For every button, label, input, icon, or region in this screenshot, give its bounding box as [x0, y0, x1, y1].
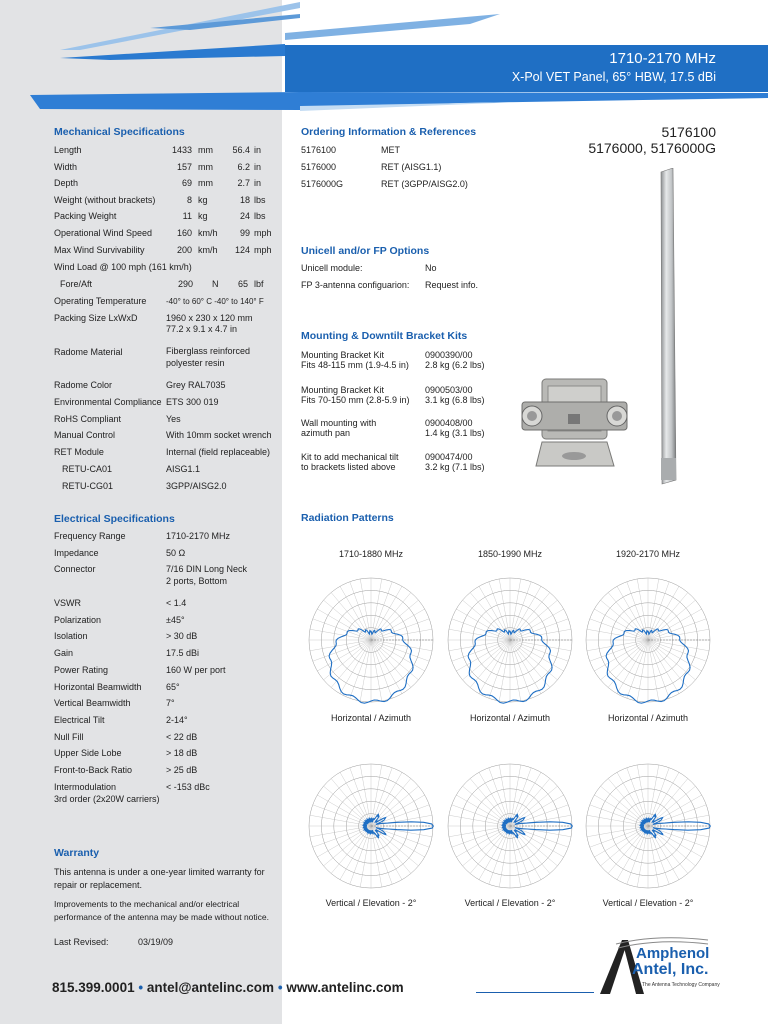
elec-row-label: Isolation — [54, 631, 88, 642]
mechanical-heading: Mechanical Specifications — [54, 126, 185, 138]
bracket-part-number: 0900390/00 — [425, 350, 473, 360]
mech-row-unit2: in — [254, 145, 262, 155]
mech-row-unit2: in — [254, 178, 262, 189]
mech-row-label: Operational Wind Speed — [54, 228, 153, 238]
last-revised-label: Last Revised: — [54, 937, 109, 947]
ordering-heading: Ordering Information & References — [301, 126, 477, 138]
mech-row-value2: 18 — [239, 194, 250, 205]
intermod-value: < -153 dBc — [166, 782, 210, 792]
footer-rule — [476, 992, 594, 993]
mech-row-value: Grey RAL7035 — [166, 380, 226, 390]
mech-row-label: Max Wind Survivability — [54, 244, 145, 255]
unicell-heading: Unicell and/or FP Options — [301, 245, 430, 257]
mech-row-value: Yes — [166, 413, 181, 424]
elec-row-value: 7° — [166, 698, 175, 709]
unicell-label: Unicell module: — [301, 263, 363, 273]
fore-aft-u2: lbf — [254, 279, 264, 289]
intermod-label1: Intermodulation — [54, 782, 117, 792]
elec-row-label: Gain — [54, 648, 74, 659]
mech-row-value1: 8 — [186, 194, 192, 205]
elec-row-label: Upper Side Lobe — [54, 748, 122, 759]
mech-row-label: Radome Color — [54, 380, 113, 390]
ordering-code: 5176000G — [301, 179, 344, 189]
band-label: 1850-1990 MHz — [477, 549, 543, 559]
ordering-desc: RET (3GPP/AISG2.0) — [381, 179, 468, 189]
electrical-heading: Electrical Specifications — [54, 513, 175, 525]
mech-row-value2: 99 — [239, 228, 250, 238]
wind-load-label: Wind Load @ 100 mph (161 km/h) — [54, 262, 192, 272]
unicell-label: FP 3-antenna configuarion: — [301, 280, 410, 290]
mech-row-label: RETU-CA01 — [62, 464, 113, 474]
horizontal-caption: Horizontal / Azimuth — [607, 713, 689, 723]
ordering-desc: RET (AISG1.1) — [381, 162, 442, 172]
bracket-label-1: Kit to add mechanical tilt — [301, 452, 399, 462]
bracket-weight: 1.4 kg (3.1 lbs) — [425, 427, 485, 438]
elec-row-label: Frequency Range — [54, 531, 126, 541]
connector-line1: 7/16 DIN Long Neck — [166, 564, 248, 574]
footer-separator-2: • — [277, 980, 283, 995]
mech-row-value: 3GPP/AISG2.0 — [166, 480, 227, 491]
bracket-part-number: 0900503/00 — [425, 385, 473, 395]
mech-row-value: AISG1.1 — [166, 464, 201, 474]
bracket-weight: 3.2 kg (7.1 lbs) — [425, 461, 485, 472]
mech-row-value1: 160 — [176, 228, 192, 238]
band-label: 1710-1880 MHz — [338, 549, 404, 559]
bracket-label-2: azimuth pan — [301, 427, 351, 438]
mech-row-value2: 2.7 — [237, 178, 250, 189]
fore-aft-v1: 290 — [178, 279, 194, 289]
elec-row-label: Electrical Tilt — [54, 714, 105, 725]
mech-row-unit2: mph — [254, 244, 272, 255]
bracket-weight: 2.8 kg (6.2 lbs) — [425, 359, 485, 370]
elec-row-value: > 30 dB — [166, 631, 198, 642]
elec-row-value: 50 Ω — [166, 547, 186, 558]
mech-row-value1: 157 — [176, 161, 192, 172]
ordering-code: 5176100 — [301, 145, 337, 155]
elec-row-label: VSWR — [54, 598, 81, 608]
header-subtitle: X-Pol VET Panel, 65° HBW, 17.5 dBi — [511, 70, 716, 84]
elec-row-value: ±45° — [166, 614, 185, 625]
elec-row-label: Horizontal Beamwidth — [54, 681, 142, 692]
last-revised-date: 03/19/09 — [138, 937, 174, 947]
warranty-text-2: Improvements to the mechanical and/or electrical performance of the antenna may be made without notice. — [54, 899, 269, 922]
mech-row-value1: 11 — [182, 211, 192, 222]
mech-row-unit2: mph — [254, 228, 272, 238]
warranty-heading: Warranty — [54, 847, 100, 859]
radome-material-label: Radome Material — [54, 347, 123, 357]
radome-material-line2: polyester resin — [166, 358, 225, 368]
ordering-code: 5176000 — [301, 162, 337, 172]
mech-row-value1: 200 — [176, 244, 192, 255]
fore-aft-u1: N — [212, 279, 219, 289]
mech-row-value2: 124 — [234, 244, 250, 255]
mech-row-value2: 6.2 — [237, 161, 250, 172]
elec-row-value: 2-14° — [166, 714, 188, 725]
mech-row-unit1: mm — [198, 161, 213, 172]
mech-row-label: Width — [54, 161, 78, 172]
bracket-label-1: Wall mounting with — [301, 418, 377, 428]
part-number-line1: 5176100 — [661, 124, 716, 140]
mech-row-value1: 1433 — [171, 145, 192, 155]
bracket-part-number: 0900474/00 — [425, 452, 473, 462]
mech-row-label: Depth — [54, 178, 79, 189]
radome-material-line1: Fiberglass reinforced — [166, 346, 251, 356]
footer-phone[interactable]: 815.399.0001 — [52, 980, 135, 995]
mech-row-unit2: lbs — [254, 194, 266, 205]
fore-aft-label: Fore/Aft — [60, 279, 93, 289]
mech-row-value: ETS 300 019 — [166, 396, 219, 407]
bracket-weight: 3.1 kg (6.8 lbs) — [425, 394, 485, 405]
part-number-line2: 5176000, 5176000G — [588, 140, 716, 156]
mech-row-label: RoHS Compliant — [54, 413, 122, 424]
header-title: 1710-2170 MHz — [609, 50, 716, 67]
packing-size-label: Packing Size LxWxD — [54, 313, 138, 323]
mech-row-label: RET Module — [54, 447, 104, 458]
elec-row-label: Null Fill — [54, 731, 84, 742]
fore-aft-v2: 65 — [238, 279, 249, 289]
unicell-value: No — [425, 263, 437, 273]
brackets-heading: Mounting & Downtilt Bracket Kits — [301, 330, 468, 342]
elec-row-label: Front-to-Back Ratio — [54, 765, 133, 775]
mech-row-label: Packing Weight — [54, 211, 117, 222]
op-temp-label: Operating Temperature — [54, 296, 147, 306]
mech-row-unit1: kg — [198, 194, 208, 205]
op-temp-value: -40° to 60° C -40° to 140° F — [166, 297, 264, 306]
mech-row-value: Internal (field replaceable) — [166, 447, 271, 458]
unicell-value: Request info. — [425, 280, 479, 290]
mech-row-value1: 69 — [181, 178, 192, 189]
mech-row-unit2: in — [254, 161, 262, 172]
radiation-heading: Radiation Patterns — [301, 512, 394, 524]
bracket-label-2: Fits 48-115 mm (1.9-4.5 in) — [301, 359, 409, 370]
mech-row-unit1: km/h — [198, 228, 218, 238]
logo-line2: Antel, Inc. — [632, 961, 709, 978]
band-label: 1920-2170 MHz — [615, 549, 681, 559]
packing-size-line2: 77.2 x 9.1 x 4.7 in — [166, 324, 238, 334]
vertical-caption: Vertical / Elevation - 2° — [602, 898, 694, 908]
mech-row-value2: 24 — [239, 211, 250, 222]
bracket-label-2: to brackets listed above — [301, 461, 396, 472]
packing-size-line1: 1960 x 230 x 120 mm — [166, 313, 253, 323]
elec-row-label: Impedance — [54, 547, 99, 558]
footer-separator-1: • — [138, 980, 144, 995]
logo-tagline: The Antenna Technology Company — [642, 982, 720, 988]
mech-row-unit1: kg — [198, 211, 208, 222]
elec-row-label: Power Rating — [54, 664, 109, 675]
mech-row-label: Length — [54, 145, 82, 155]
elec-row-value: < 22 dB — [166, 731, 198, 742]
mech-row-value2: 56.4 — [232, 145, 250, 155]
elec-row-value: 1710-2170 MHz — [166, 531, 231, 541]
elec-row-label: Polarization — [54, 614, 102, 625]
elec-row-value: > 25 dB — [166, 765, 198, 775]
mech-row-label: RETU-CG01 — [62, 480, 114, 491]
connector-line2: 2 ports, Bottom — [166, 576, 228, 586]
mech-row-unit1: mm — [198, 145, 213, 155]
bracket-label-1: Mounting Bracket Kit — [301, 350, 385, 360]
mech-row-label: Environmental Compliance — [54, 396, 162, 407]
bracket-label-2: Fits 70-150 mm (2.8-5.9 in) — [301, 394, 410, 405]
vertical-caption: Vertical / Elevation - 2° — [325, 898, 417, 908]
horizontal-caption: Horizontal / Azimuth — [469, 713, 551, 723]
elec-row-value: < 1.4 — [166, 598, 187, 608]
elec-row-value: 160 W per port — [166, 664, 226, 675]
mech-row-unit1: km/h — [198, 244, 218, 255]
mech-row-unit2: lbs — [254, 211, 266, 222]
intermod-label2: 3rd order (2x20W carriers) — [54, 794, 160, 804]
mech-row-unit1: mm — [198, 178, 213, 189]
footer-website[interactable]: www.antelinc.com — [286, 980, 404, 995]
mech-row-label: Manual Control — [54, 430, 116, 441]
mech-row-label: Weight (without brackets) — [54, 194, 156, 205]
mech-row-value: With 10mm socket wrench — [166, 430, 272, 441]
elec-row-label: Vertical Beamwidth — [54, 698, 131, 709]
horizontal-caption: Horizontal / Azimuth — [330, 713, 412, 723]
logo-line1: Amphenol — [636, 945, 710, 962]
vertical-caption: Vertical / Elevation - 2° — [464, 898, 556, 908]
elec-row-value: 65° — [166, 681, 180, 692]
elec-row-value: > 18 dB — [166, 748, 198, 759]
ordering-desc: MET — [381, 145, 400, 155]
bracket-label-1: Mounting Bracket Kit — [301, 385, 385, 395]
warranty-text-1: This antenna is under a one-year limited warranty for repair or replacement. — [54, 867, 265, 890]
elec-row-value: 17.5 dBi — [166, 648, 200, 659]
bracket-part-number: 0900408/00 — [425, 418, 473, 428]
footer-email[interactable]: antel@antelinc.com — [146, 980, 275, 995]
connector-label: Connector — [54, 564, 96, 574]
footer-contact — [52, 980, 404, 995]
